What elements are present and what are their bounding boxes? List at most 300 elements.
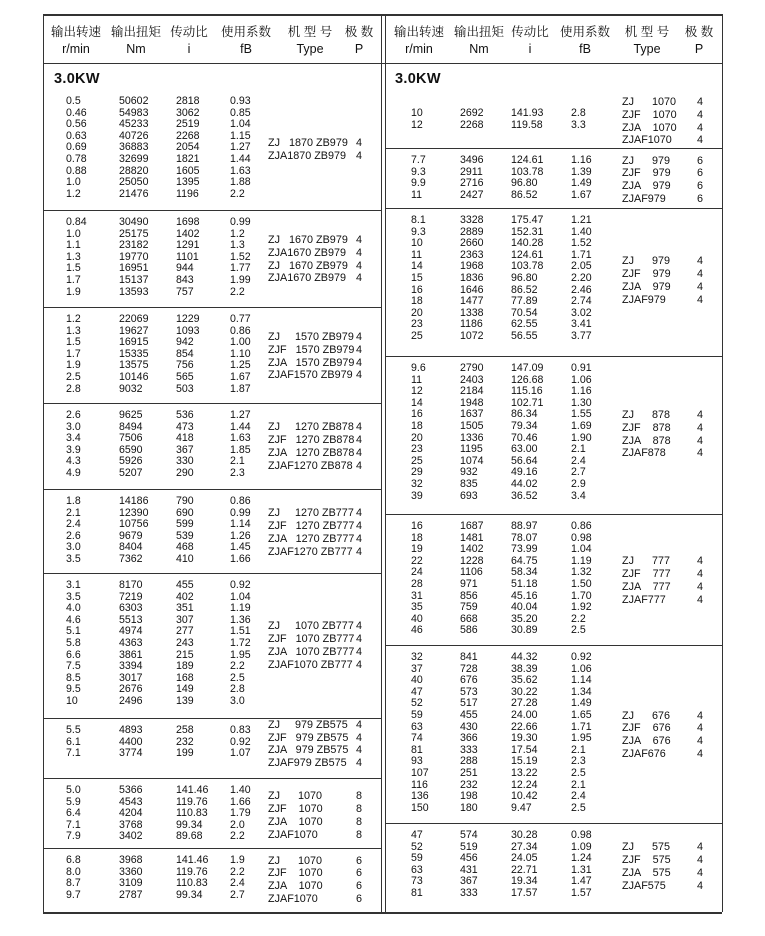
ratio-column: [511, 363, 543, 502]
table-cell: 96.80: [511, 271, 538, 284]
table-cell: 5926: [119, 455, 143, 468]
table-cell: 2.2: [571, 612, 586, 625]
table-cell: 1.2: [230, 227, 245, 240]
table-cell: 10: [66, 694, 78, 707]
torque-column: [460, 652, 478, 814]
table-cell: 565: [176, 370, 194, 383]
pole-count: 4: [356, 532, 363, 545]
table-cell: 3062: [176, 106, 200, 119]
table-cell: 1.47: [571, 875, 592, 888]
table-cell: 19.34: [511, 875, 538, 888]
header-poles-unit: P: [694, 42, 704, 56]
table-cell: 3017: [119, 671, 143, 684]
table-cell: 152.31: [511, 225, 544, 238]
table-cell: 23182: [119, 239, 149, 252]
header-ratio-unit: i: [528, 42, 532, 56]
table-cell: 0.92: [230, 735, 251, 748]
table-cell: 44.32: [511, 651, 538, 663]
table-cell: 1687: [460, 520, 484, 532]
model-type: ZJF 878: [622, 421, 671, 434]
torque-column: [460, 215, 484, 343]
pole-count: 4: [356, 421, 363, 434]
table-cell: 86.34: [511, 408, 538, 421]
pole-count: 4: [356, 150, 363, 163]
table-cell: 1.85: [230, 443, 251, 456]
table-cell: 10.42: [511, 790, 538, 803]
table-cell: 86.52: [511, 283, 538, 296]
table-cell: 3109: [119, 877, 143, 890]
table-cell: 1.26: [230, 529, 251, 542]
table-cell: 1.9: [66, 359, 81, 372]
table-cell: 88.97: [511, 520, 538, 532]
table-cell: 366: [460, 732, 478, 745]
table-cell: 16: [411, 408, 423, 421]
table-cell: 1.07: [230, 747, 251, 760]
table-cell: 1.40: [230, 784, 251, 796]
service-factor-column: [230, 314, 251, 395]
table-cell: 251: [460, 766, 478, 779]
table-cell: 9.5: [66, 683, 81, 696]
table-cell: 2818: [176, 95, 200, 107]
table-cell: 2676: [119, 683, 143, 696]
speed-column: [411, 108, 423, 131]
poles-cell: [356, 137, 362, 163]
table-cell: 3.0: [66, 420, 81, 433]
table-cell: 215: [176, 648, 194, 661]
header-speed-cn: 输出转速: [393, 25, 444, 39]
right-block-divider: [385, 148, 722, 149]
table-cell: 2.5: [66, 370, 81, 383]
table-cell: 1.67: [571, 188, 592, 201]
model-type: ZJ 979: [622, 154, 671, 167]
table-cell: 2.0: [230, 818, 245, 831]
pole-count: 4: [356, 343, 363, 356]
pole-count: 4: [356, 246, 363, 259]
table-cell: 693: [460, 489, 478, 502]
table-cell: 1101: [176, 250, 199, 263]
table-cell: 4204: [119, 807, 143, 820]
pole-count: 4: [697, 735, 704, 748]
table-cell: 0.86: [571, 520, 592, 532]
table-cell: 1.65: [571, 708, 592, 721]
ratio-column: [511, 108, 543, 131]
pole-count: 4: [356, 632, 363, 645]
table-cell: 0.93: [230, 95, 251, 107]
table-cell: 39: [411, 489, 423, 502]
header-speed-cn: 输出转速: [50, 25, 101, 39]
service-factor-column: [230, 496, 251, 566]
table-cell: 136: [411, 790, 429, 803]
table-cell: 8.1: [411, 214, 426, 226]
pole-count: 4: [697, 421, 704, 434]
table-cell: 36883: [119, 141, 149, 154]
table-cell: 9.6: [411, 362, 426, 374]
table-cell: 2790: [460, 362, 484, 374]
table-cell: 1.92: [571, 601, 592, 614]
left-power-heading: 3.0KW: [54, 71, 100, 87]
table-cell: 0.91: [571, 362, 592, 374]
pole-count: 4: [356, 507, 363, 520]
table-cell: 2.1: [571, 778, 586, 791]
table-cell: 0.92: [571, 651, 592, 663]
speed-column: [66, 580, 81, 708]
table-cell: 35: [411, 601, 423, 614]
table-cell: 0.99: [230, 216, 251, 228]
left-block-divider: [43, 848, 382, 849]
service-factor-column: [230, 785, 251, 843]
table-cell: 5366: [119, 784, 143, 796]
model-type: ZJ 979: [622, 255, 671, 268]
table-cell: 2.1: [571, 743, 586, 756]
torque-column: [119, 217, 148, 298]
table-cell: 3.0: [230, 694, 245, 707]
model-type-cell: [268, 234, 348, 285]
table-cell: 30.89: [511, 624, 538, 637]
table-cell: 175.47: [511, 214, 544, 226]
torque-column: [119, 410, 143, 480]
poles-cell: [356, 507, 362, 558]
table-cell: 3768: [119, 818, 143, 831]
table-cell: 4400: [119, 735, 143, 748]
poles-cell: [356, 620, 362, 671]
header-type-cn: 机 型 号: [624, 25, 670, 39]
pole-count: 4: [697, 434, 704, 447]
right-block-divider: [385, 823, 722, 824]
table-cell: 11: [411, 248, 422, 261]
table-cell: 0.85: [230, 106, 251, 119]
table-cell: 1338: [460, 306, 484, 319]
model-type: ZJF 575: [622, 853, 671, 866]
table-cell: 1.30: [571, 396, 592, 409]
table-cell: 1093: [176, 324, 200, 337]
pole-count: 4: [356, 645, 363, 658]
table-cell: 3.77: [571, 329, 592, 342]
model-type: ZJA1670 ZB979: [268, 272, 347, 285]
table-cell: 56.55: [511, 329, 538, 342]
model-type: ZJAF878: [622, 447, 666, 460]
table-cell: 12: [411, 385, 423, 398]
table-cell: 8494: [119, 420, 143, 433]
model-type: ZJF 1270 ZB777: [268, 519, 355, 532]
pole-count: 4: [697, 96, 704, 108]
model-type: ZJA1670 ZB979: [268, 246, 347, 259]
table-cell: 333: [460, 743, 478, 756]
table-cell: 1948: [460, 396, 484, 409]
table-cell: 835: [460, 477, 478, 490]
table-cell: 6303: [119, 602, 143, 615]
table-cell: 2.1: [66, 506, 81, 519]
table-cell: 52: [411, 840, 423, 853]
right-border: [722, 14, 723, 912]
table-cell: 2.6: [66, 529, 81, 542]
table-cell: 854: [176, 347, 194, 360]
table-cell: 944: [176, 262, 194, 275]
table-cell: 13.22: [511, 766, 538, 779]
table-cell: 64.75: [511, 554, 538, 567]
table-cell: 7506: [119, 432, 143, 445]
table-cell: 1.95: [230, 648, 251, 661]
table-cell: 3402: [119, 830, 143, 843]
table-cell: 456: [460, 852, 478, 865]
poles-cell: [697, 96, 703, 147]
pole-count: 4: [356, 272, 363, 285]
model-type: ZJAF1270 ZB878: [268, 459, 353, 472]
pole-count: 4: [356, 356, 363, 369]
table-cell: 126.68: [511, 373, 544, 386]
table-cell: 8.7: [66, 877, 81, 890]
table-cell: 0.83: [230, 724, 251, 736]
model-type: ZJAF676: [622, 747, 666, 760]
table-cell: 0.56: [66, 118, 87, 131]
table-cell: 16: [411, 520, 423, 532]
table-cell: 59: [411, 852, 423, 865]
table-cell: 96.80: [511, 177, 538, 190]
table-cell: 1.55: [571, 408, 592, 421]
table-cell: 2.2: [230, 660, 245, 673]
ratio-column: [511, 652, 538, 814]
speed-column: [411, 155, 426, 201]
torque-column: [119, 725, 143, 760]
pole-count: 4: [697, 108, 704, 121]
table-cell: 5.5: [66, 724, 81, 736]
table-cell: 47: [411, 829, 423, 841]
table-cell: 2.05: [571, 260, 592, 273]
model-type: ZJAF1070: [622, 134, 672, 147]
model-type-cell: [622, 255, 671, 306]
table-cell: 1.9: [66, 285, 81, 298]
poles-cell: [697, 255, 703, 306]
table-cell: 307: [176, 613, 194, 626]
table-cell: 3.5: [66, 590, 81, 603]
table-cell: 1.09: [571, 840, 592, 853]
table-cell: 3.1: [66, 579, 81, 591]
table-cell: 3968: [119, 854, 143, 866]
table-cell: 119.76: [176, 865, 208, 878]
table-cell: 15137: [119, 273, 149, 286]
table-cell: 1.15: [230, 129, 251, 142]
table-cell: 759: [460, 601, 478, 614]
table-cell: 40.04: [511, 601, 538, 614]
table-cell: 180: [460, 801, 478, 814]
table-cell: 12.24: [511, 778, 538, 791]
torque-column: [460, 830, 478, 900]
table-cell: 1.9: [230, 854, 245, 866]
model-type: ZJA 1570 ZB979: [268, 356, 355, 369]
table-cell: 3496: [460, 154, 484, 166]
table-cell: 1.69: [571, 419, 592, 432]
table-cell: 1.16: [571, 385, 592, 398]
table-cell: 1072: [460, 329, 484, 342]
table-cell: 9.3: [411, 225, 426, 238]
speed-column: [66, 410, 81, 480]
table-cell: 1.25: [230, 359, 251, 372]
model-type-cell: [622, 409, 671, 460]
table-cell: 1195: [460, 443, 483, 456]
table-cell: 8.0: [66, 865, 81, 878]
service-factor-column: [230, 580, 251, 708]
model-type-cell: [268, 620, 354, 671]
table-cell: 141.46: [176, 784, 209, 796]
pole-count: 4: [356, 718, 363, 731]
service-factor-column: [571, 521, 592, 637]
header-type-unit: Type: [296, 42, 324, 56]
table-cell: 1821: [176, 152, 200, 165]
table-cell: 2496: [119, 694, 143, 707]
table-cell: 56.64: [511, 454, 538, 467]
speed-column: [66, 785, 81, 843]
table-cell: 2.8: [66, 382, 81, 395]
pole-count: 6: [697, 167, 704, 180]
table-cell: 2.3: [230, 466, 245, 479]
torque-column: [460, 521, 484, 637]
table-cell: 1.49: [571, 177, 592, 190]
table-cell: 2.5: [230, 671, 245, 684]
header-service-factor-unit: fB: [579, 42, 591, 56]
table-cell: 5513: [119, 613, 143, 626]
header-ratio-unit: i: [187, 42, 191, 56]
pole-count: 4: [356, 234, 363, 246]
model-type: ZJAF1070: [268, 892, 318, 905]
table-cell: 1.66: [230, 552, 251, 565]
header-poles-cn: 极 数: [344, 25, 374, 39]
table-cell: 2.7: [230, 888, 245, 901]
table-cell: 7.5: [66, 660, 81, 673]
table-cell: 1.5: [66, 336, 81, 349]
table-cell: 25: [411, 329, 423, 342]
table-cell: 9679: [119, 529, 143, 542]
table-cell: 5.9: [66, 795, 81, 808]
pole-count: 4: [356, 545, 363, 558]
model-type: ZJA 979: [622, 280, 671, 293]
speed-column: [411, 830, 423, 900]
table-cell: 10: [411, 237, 423, 250]
torque-column: [119, 785, 143, 843]
table-cell: 1196: [176, 187, 199, 200]
pole-count: 4: [356, 137, 363, 150]
table-cell: 12: [411, 118, 423, 131]
table-cell: 1.71: [571, 248, 592, 261]
table-cell: 1637: [460, 408, 484, 421]
left-block-divider: [43, 307, 382, 308]
table-cell: 2.5: [571, 766, 586, 779]
table-cell: 2.2: [230, 187, 245, 200]
ratio-column: [176, 496, 194, 566]
table-cell: 44.02: [511, 477, 538, 490]
table-cell: 50602: [119, 95, 149, 107]
table-cell: 141.93: [511, 107, 544, 119]
table-cell: 45233: [119, 118, 149, 131]
model-type: ZJ 1570 ZB979: [268, 331, 354, 343]
table-cell: 2403: [460, 373, 484, 386]
table-cell: 1836: [460, 271, 484, 284]
table-cell: 3774: [119, 747, 143, 760]
left-block-divider: [43, 403, 382, 404]
table-cell: 14: [411, 260, 423, 273]
table-cell: 7219: [119, 590, 143, 603]
pole-count: 4: [356, 620, 363, 633]
table-cell: 4.0: [66, 602, 81, 615]
pole-count: 4: [356, 369, 363, 382]
table-cell: 1.1: [66, 239, 81, 252]
model-type-cell: [622, 841, 671, 892]
pole-count: 4: [697, 580, 704, 593]
model-type: ZJ 1670 ZB979: [268, 259, 348, 272]
pole-count: 4: [697, 841, 704, 854]
table-cell: 1.21: [571, 214, 592, 226]
table-cell: 49.16: [511, 466, 538, 479]
table-cell: 1.24: [571, 852, 592, 865]
table-cell: 431: [460, 863, 478, 876]
table-cell: 2889: [460, 225, 484, 238]
table-cell: 2.74: [571, 295, 592, 308]
table-cell: 3328: [460, 214, 484, 226]
pole-count: 4: [356, 757, 363, 770]
table-cell: 8170: [119, 579, 143, 591]
model-type: ZJF 1570 ZB979: [268, 343, 355, 356]
table-cell: 2.2: [230, 830, 245, 843]
table-cell: 1.40: [571, 225, 592, 238]
table-cell: 7362: [119, 552, 143, 565]
table-cell: 124.61: [511, 248, 544, 261]
right-block-divider: [385, 514, 722, 515]
table-cell: 3.0: [66, 541, 81, 554]
table-cell: 1.0: [66, 227, 81, 240]
table-cell: 141.46: [176, 854, 209, 866]
table-cell: 2268: [460, 118, 484, 131]
model-type: ZJ 1070: [268, 790, 323, 803]
table-cell: 103.78: [511, 165, 544, 178]
table-cell: 1.7: [66, 273, 81, 286]
table-cell: 468: [176, 541, 194, 554]
table-cell: 1.50: [571, 577, 592, 590]
pole-count: 4: [356, 433, 363, 446]
service-factor-column: [230, 855, 245, 901]
table-cell: 6.6: [66, 648, 81, 661]
table-cell: 25175: [119, 227, 149, 240]
table-cell: 27.28: [511, 697, 538, 710]
speed-column: [411, 363, 426, 502]
table-cell: 119.58: [511, 118, 543, 131]
table-cell: 17.57: [511, 886, 538, 899]
table-cell: 23: [411, 443, 423, 456]
table-cell: 19770: [119, 250, 149, 263]
table-cell: 189: [176, 660, 194, 673]
table-cell: 149: [176, 683, 194, 696]
table-cell: 1.31: [571, 863, 592, 876]
model-type-cell: [622, 96, 677, 147]
poles-cell: [697, 155, 703, 206]
table-cell: 1.3: [230, 239, 245, 252]
table-cell: 1.14: [571, 674, 592, 687]
header-torque-cn: 输出扭矩: [110, 25, 161, 39]
table-cell: 3394: [119, 660, 143, 673]
table-cell: 1.8: [66, 495, 81, 507]
table-cell: 1.71: [571, 720, 592, 733]
table-cell: 8.5: [66, 671, 81, 684]
table-cell: 4.9: [66, 466, 81, 479]
speed-column: [66, 96, 87, 200]
table-cell: 1.77: [230, 262, 251, 275]
left-block-divider: [43, 778, 382, 779]
service-factor-column: [571, 215, 592, 343]
poles-cell: [697, 555, 703, 606]
pole-count: 4: [697, 121, 704, 134]
table-cell: 1.27: [230, 141, 251, 154]
header-ratio-cn: 传动比: [511, 25, 549, 39]
table-cell: 0.92: [230, 579, 251, 591]
pole-count: 6: [356, 892, 363, 905]
table-cell: 22: [411, 554, 423, 567]
